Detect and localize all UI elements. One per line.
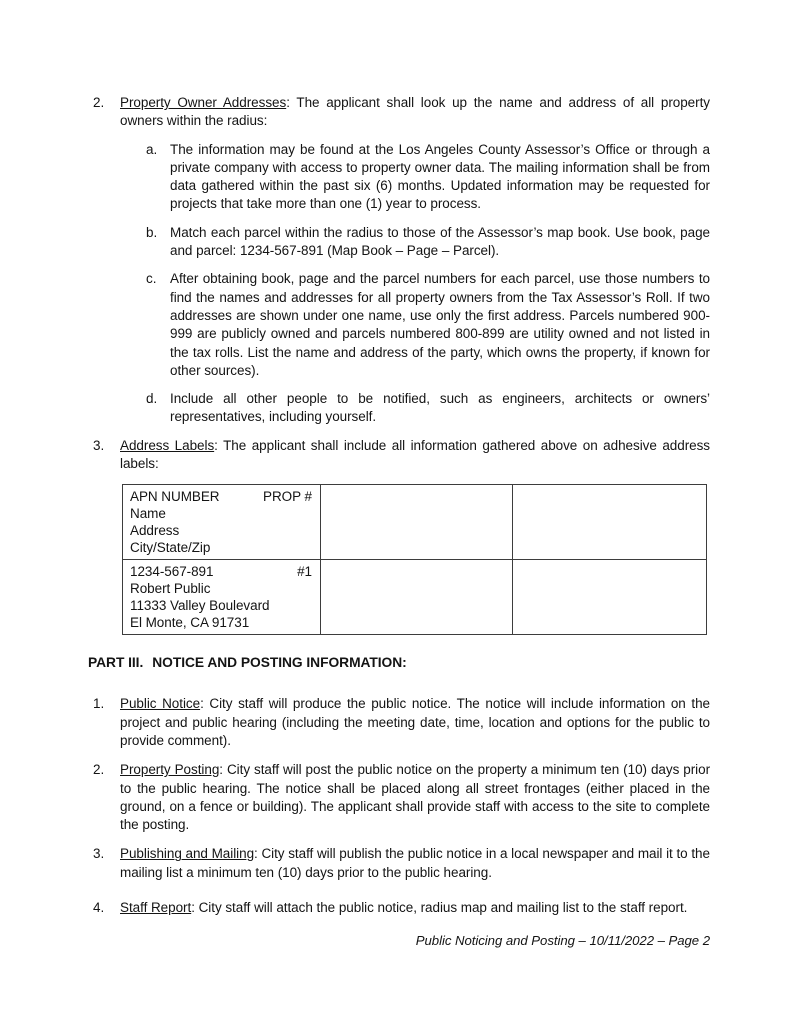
table-cell-empty	[513, 485, 707, 560]
cell-line-apn-value	[130, 563, 312, 580]
part3-item-2	[88, 761, 710, 834]
item-label: Staff Report	[120, 900, 192, 916]
sub-item-text: Match each parcel within the radius to those of the Assessor’s map book. Use book, page and parcel: 1234-567-891 (Map Book – Page – Parcel).	[170, 224, 710, 259]
item-text: : City staff will attach the public notice, radius map and mailing list to the staff report.	[191, 900, 688, 916]
apn-number-label: APN NUMBER	[130, 489, 220, 505]
sub-item-c	[120, 270, 710, 380]
table-cell-sample-entry	[123, 560, 321, 635]
item-text: : City staff will post the public notice on the property a minimum ten (10) days prior to the public hearing. The notice shall be placed along all street frontages (either placed in the ground, on a fence or building). The applicant shall provide staff with access to the site to complete the posting.	[120, 762, 711, 833]
item-label: Property Posting	[120, 762, 220, 778]
sub-item-letter: a.	[146, 141, 158, 157]
item-number: 3.	[93, 846, 105, 862]
item-text: : The applicant shall include all information gathered above on adhesive address labels:	[120, 437, 710, 472]
sub-item-letter: b.	[146, 224, 158, 240]
item-number: 3.	[93, 437, 105, 453]
part3-item-1	[88, 695, 710, 750]
numbered-item-2	[88, 94, 710, 427]
item-number: 2.	[93, 762, 105, 778]
table-row-sample-data	[123, 560, 707, 635]
part3-item-3	[88, 845, 710, 882]
sub-item-letter: c.	[146, 271, 157, 287]
sub-item-text: The information may be found at the Los Angeles County Assessor’s Office or through a private company with access to property owner data. The mailing information shall be from data gathered within the past six (6) months. Updated information may be requested for projects that take more than one (1) year to process.	[170, 141, 710, 212]
table-cell-empty	[321, 485, 513, 560]
item-text: : The applicant shall look up the name and address of all property owners within the radius:	[120, 95, 710, 129]
apn-number-value: 1234-567-891	[130, 564, 214, 580]
owner-address-value: 11333 Valley Boulevard	[130, 598, 270, 614]
prop-number-value: #1	[297, 564, 312, 580]
item-label: Public Notice	[120, 696, 201, 712]
table-cell-empty	[321, 560, 513, 635]
sub-item-a	[120, 141, 710, 214]
page-footer: Public Noticing and Posting – 10/11/2022 – Page 2	[415, 933, 710, 949]
owner-name-value: Robert Public	[130, 581, 211, 597]
item-text: : City staff will produce the public notice. The notice will include information on the project and public hearing (including the meeting date, time, location and options for the public to provide comment).	[120, 696, 710, 748]
item-label: Address Labels	[120, 437, 215, 453]
item-number: 2.	[93, 95, 105, 110]
table-cell-label-fields	[123, 485, 321, 560]
owner-city-value: El Monte, CA 91731	[130, 615, 250, 631]
cell-line-apn	[130, 488, 312, 505]
address-labels-table	[122, 484, 707, 635]
part3-heading-number: PART III.	[88, 655, 144, 671]
sub-item-b	[120, 224, 710, 261]
item-number: 4.	[93, 900, 105, 916]
name-label: Name	[130, 506, 166, 522]
part3-heading	[88, 654, 710, 672]
item-label: Publishing and Mailing	[120, 846, 255, 862]
part3-item-4	[88, 899, 710, 917]
sub-item-letter: d.	[146, 391, 158, 407]
item-label: Property Owner Addresses	[120, 95, 287, 110]
part3-heading-title: NOTICE AND POSTING INFORMATION:	[152, 655, 407, 671]
address-label: Address	[130, 523, 180, 539]
sub-item-d	[120, 390, 710, 427]
table-row-header-sample	[123, 485, 707, 560]
sub-item-text: Include all other people to be notified, such as engineers, architects or owners’ representatives, including yourself.	[170, 391, 710, 425]
sub-item-text: After obtaining book, page and the parcel numbers for each parcel, use those numbers to find the names and addresses for all property owners from the Tax Assessor’s Roll. If two addresses are shown under one name, use only the first address. Parcels numbered 900-999 are publicly owned and parcels numbered 800-899 are utility owned and not listed in the tax rolls. List the name and address of the party, which owns the property, if known for other sources).	[170, 271, 710, 378]
table-cell-empty	[513, 560, 707, 635]
city-state-zip-label: City/State/Zip	[130, 540, 211, 556]
prop-number-label: PROP #	[263, 489, 312, 505]
numbered-item-3	[88, 437, 710, 474]
item-number: 1.	[93, 696, 105, 712]
item-text: : City staff will publish the public notice in a local newspaper and mail it to the mailing list a minimum ten (10) days prior to the public hearing.	[120, 846, 710, 880]
